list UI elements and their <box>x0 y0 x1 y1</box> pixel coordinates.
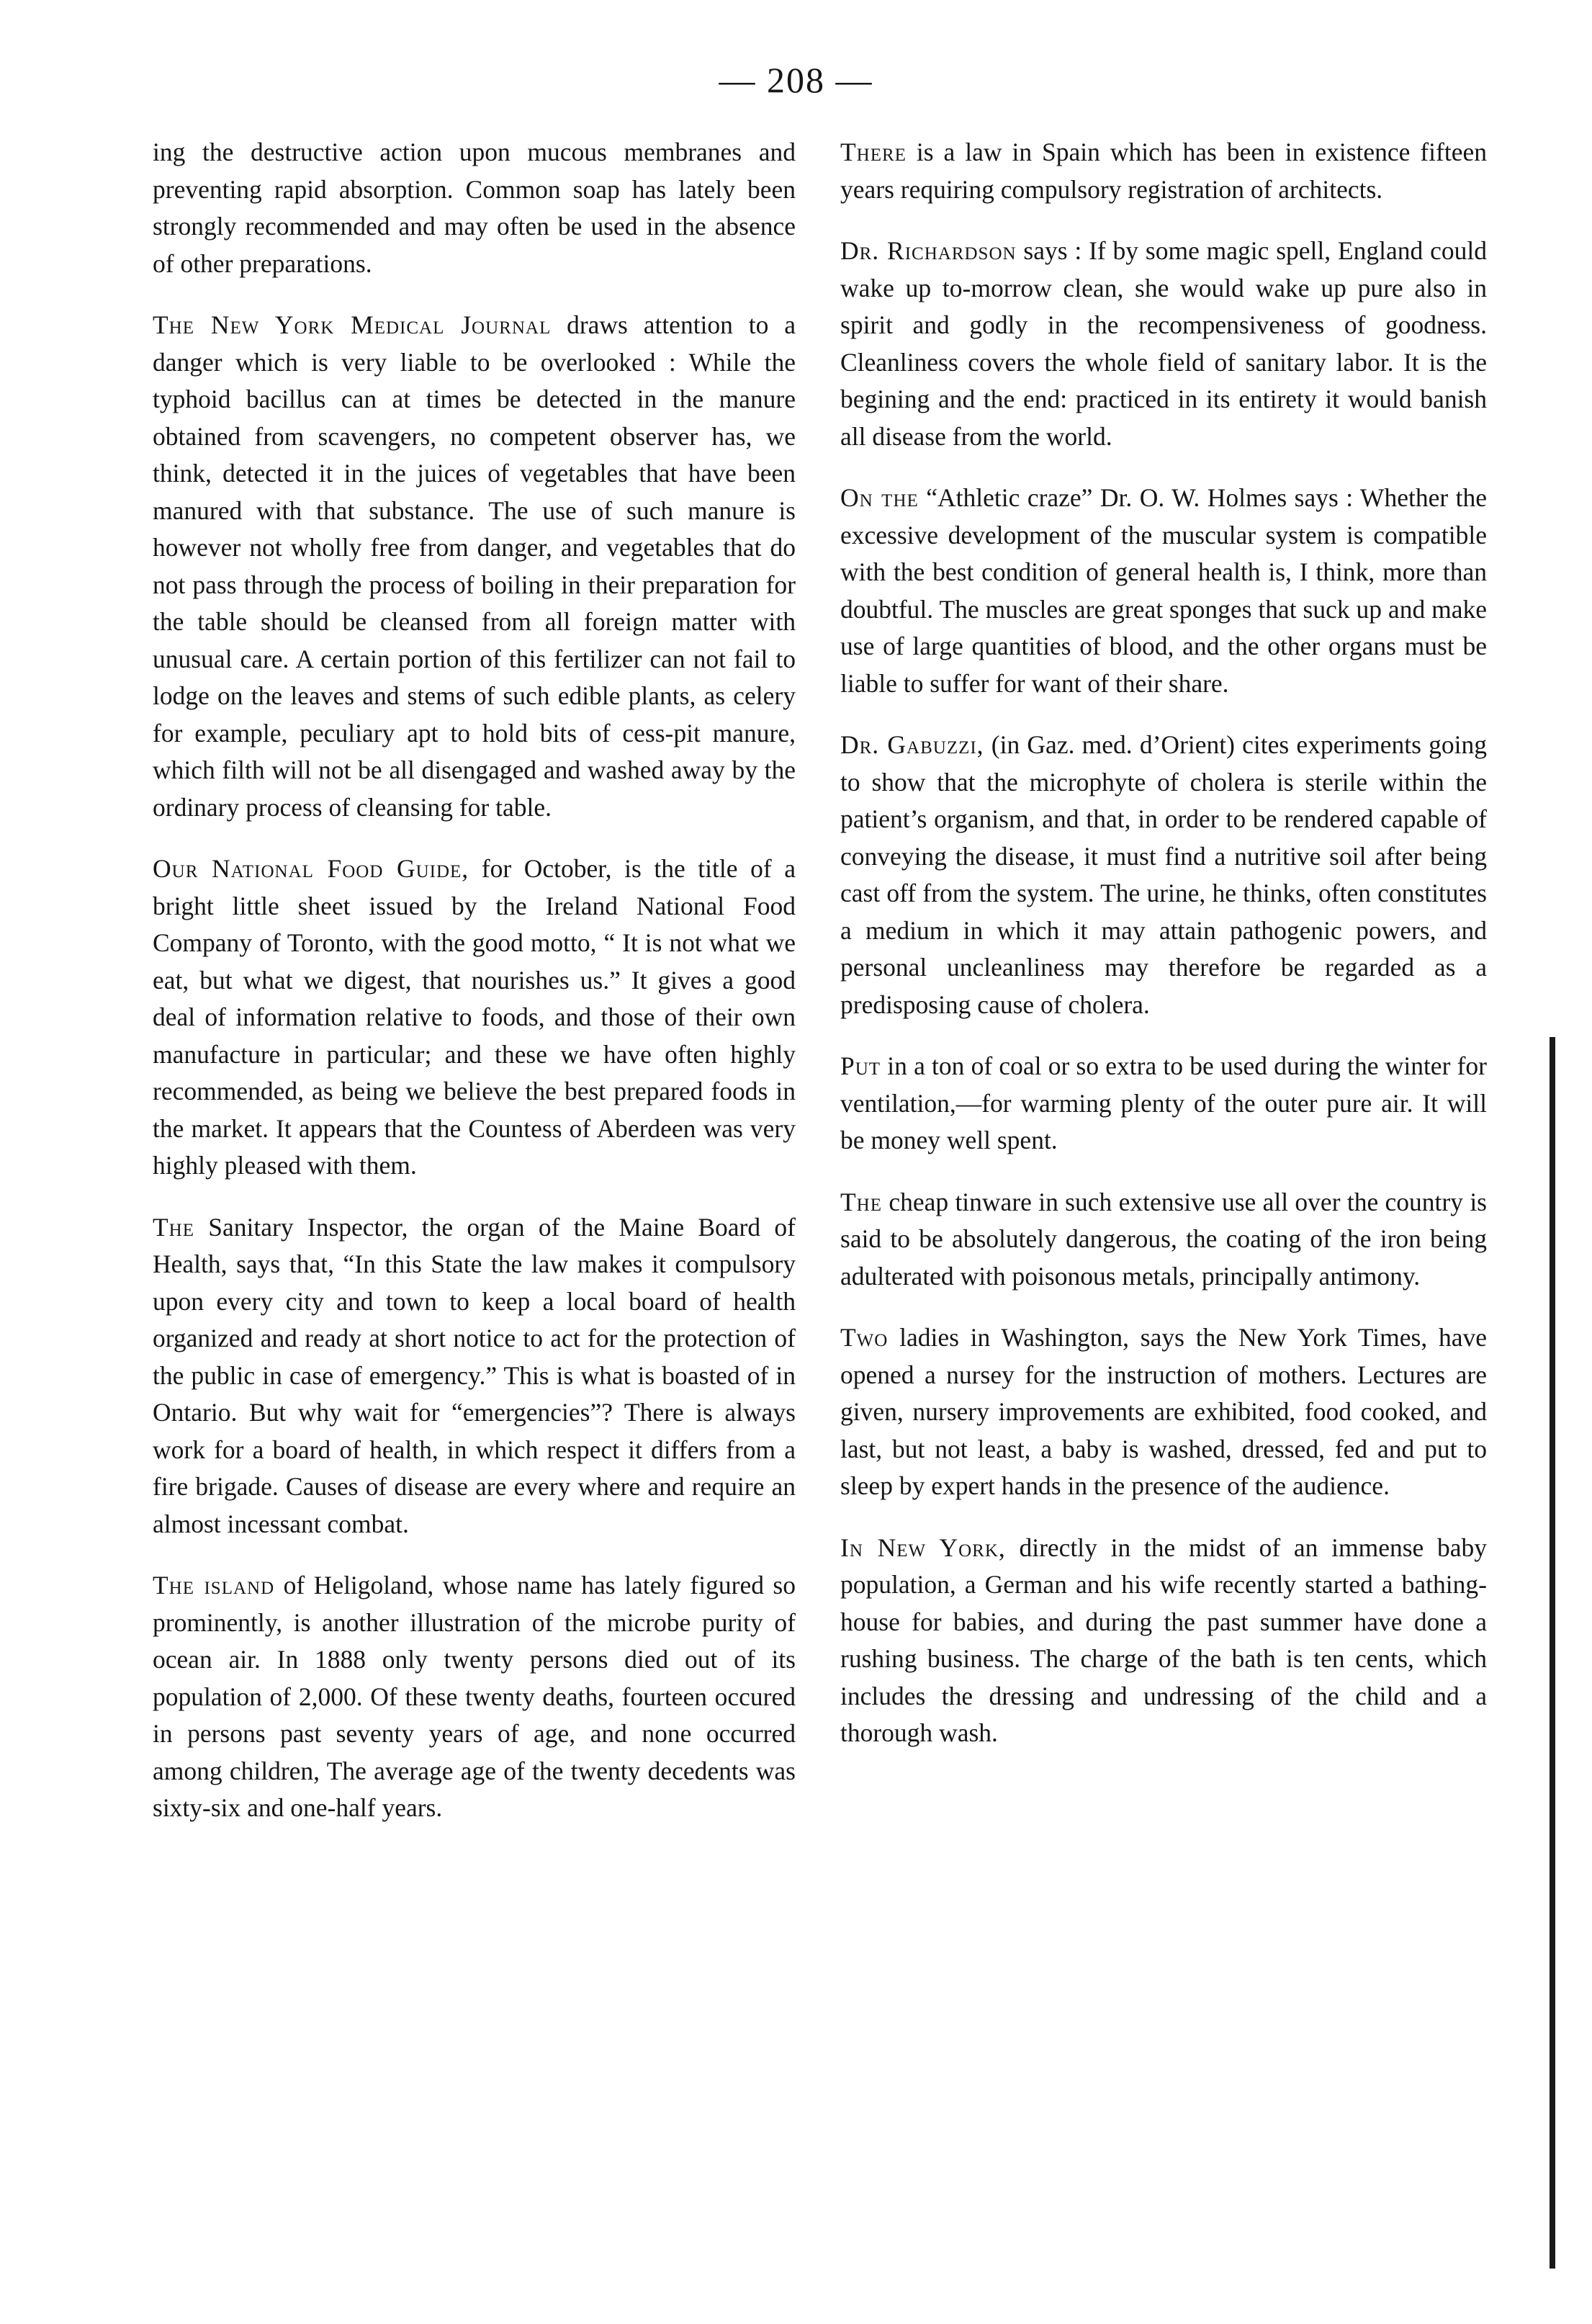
paragraph-lead: The New York Medical Journal <box>153 310 552 339</box>
paragraph <box>153 1209 796 1543</box>
paragraph-lead: The <box>153 1212 195 1242</box>
paragraph-text: of Heligoland, whose name has lately figured so prominently, is another illustration of the microbe purity of ocean air. In 1888 only twenty persons died out of its population of 2,000. Of these twenty deaths, fourteen occured in persons past seventy years of age, and none occurred among children, The average age of the twenty decedents was sixty-six and one-half years. <box>153 1571 796 1822</box>
paragraph <box>840 1184 1487 1296</box>
paragraph <box>840 1530 1487 1752</box>
scan-binding-edge <box>1550 1037 1555 2269</box>
paragraph-lead: In New York, <box>840 1533 1006 1562</box>
paragraph <box>840 134 1487 208</box>
paragraph-text: “Athletic craze” Dr. O. W. Holmes says : Whether the excessive development of the muscular system is compatible with the best condition of general health is, I think, more than doubtful. The muscles are great sponges that suck up and make use of large quantities of blood, and the other organs must be liable to suffer for want of their share. <box>840 483 1487 698</box>
paragraph-text: for October, is the title of a bright little sheet issued by the Ireland National Food Company of Toronto, with the good motto, “ It is not what we eat, but what we digest, that nourishes us.” It gives a good deal of information relative to foods, and those of their own manufacture in particular; and these we have often highly recommended, as being we believe the best prepared foods in the market. It appears that the Countess of Aberdeen was very highly pleased with them. <box>153 854 796 1180</box>
paragraph <box>153 1567 796 1827</box>
paragraph-text: ladies in Washington, says the New York Times, have opened a nursey for the instruction of mothers. Lectures are given, nursery improvements are exhibited, food cooked, and last, but not least, a baby is washed, dressed, fed and put to sleep by expert hands in the presence of the audience. <box>840 1323 1487 1500</box>
left-column <box>153 134 796 1852</box>
paragraph-lead: Dr. Gabuzzi, <box>840 730 984 759</box>
paragraph-text: Sanitary Inspector, the organ of the Maine Board of Health, says that, “In this State the law makes it compulsory upon every city and town to keep a local board of health organized and ready at short notice to act for the protection of the public in case of emergency.” This is what is boasted of in Ontario. But why wait for “emergencies”? There is always work for a board of health, in which respect it differs from a fire brigade. Causes of disease are every where and require an almost incessant combat. <box>153 1212 796 1538</box>
paragraph <box>153 134 796 282</box>
paragraph <box>840 727 1487 1023</box>
paragraph-text: is a law in Spain which has been in existence fifteen years requiring compulsory registration of architects. <box>840 138 1487 204</box>
paragraph-lead: The <box>840 1187 883 1216</box>
paragraph-text: says : If by some magic spell, England could wake up to-morrow clean, she would wake up pure also in spirit and godly in the recompensiveness of goodness. Cleanliness covers the whole field of sanitary labor. It is the begining and the end: practiced in its entirety it would banish all disease from the world. <box>840 236 1488 451</box>
paragraph <box>840 233 1487 455</box>
paragraph-lead: Two <box>840 1323 889 1352</box>
paragraph-text: draws attention to a danger which is very liable to be overlooked : While the typhoid bacillus can at times be detected in the manure obtained from scavengers, no competent observer has, we think, detected it in the juices of vegetables that have been manured with that substance. The use of such manure is however not wholly free from danger, and vegetables that do not pass through the process of boiling in their preparation for the table should be cleansed from all foreign matter with unusual care. A certain portion of this fertilizer can not fail to lodge on the leaves and stems of such edible plants, as celery for example, peculiary apt to hold bits of cess-pit manure, which filth will not be all disengaged and washed away by the ordinary process of cleansing for table. <box>153 310 796 822</box>
paragraph-text: directly in the midst of an immense baby population, a German and his wife recently started a bathing-house for babies, and during the past summer have done a rushing business. The charge of the bath is ten cents, which includes the dressing and undressing of the child and a thorough wash. <box>840 1533 1487 1747</box>
paragraph-lead: There <box>840 138 907 166</box>
paragraph <box>153 307 796 826</box>
paragraph-text: ing the destructive action upon mucous membranes and preventing rapid absorption. Common soap has lately been strongly recommended and may often be used in the absence of other preparations. <box>153 138 796 278</box>
paragraph-lead: On the <box>840 483 919 512</box>
page-number: — 208 — <box>719 60 873 100</box>
paragraph <box>153 851 796 1185</box>
paragraph-lead: Our National Food Guide, <box>153 854 469 883</box>
paragraph-text: in a ton of coal or so extra to be used during the winter for ventilation,—for warming plenty of the outer pure air. It will be money well spent. <box>840 1051 1487 1154</box>
paragraph-lead: Put <box>840 1051 881 1080</box>
paragraph-text: (in Gaz. med. d’Orient) cites experiments going to show that the microphyte of cholera is sterile within the patient’s organism, and that, in order to be rendered capable of conveying the disease, it must find a nutritive soil after being cast off from the system. The urine, he thinks, often constitutes a medium in which it may attain pathogenic powers, and personal uncleanliness may therefore be regarded as a predisposing cause of cholera. <box>840 730 1487 1019</box>
paragraph <box>840 1319 1487 1505</box>
paragraph <box>840 480 1487 702</box>
paragraph-lead: The island <box>153 1571 275 1600</box>
right-column <box>840 134 1487 1777</box>
paragraph <box>840 1048 1487 1159</box>
paragraph-lead: Dr. Richardson <box>840 236 1017 265</box>
paragraph-text: cheap tinware in such extensive use all over the country is said to be absolutely dangerous, the coating of the iron being adulterated with poisonous metals, principally antimony. <box>840 1187 1487 1291</box>
